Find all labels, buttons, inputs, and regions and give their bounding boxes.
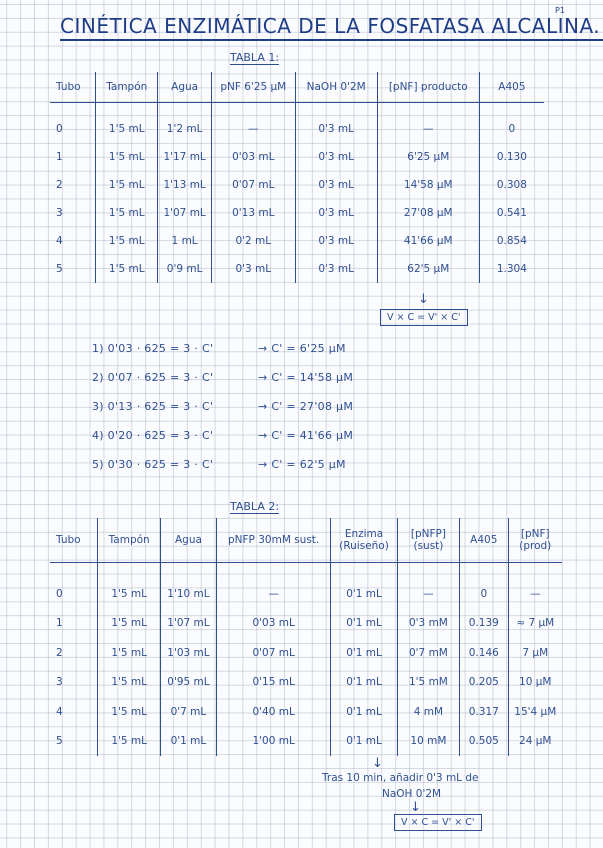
protocol-note-line2: NaOH 0'2M	[382, 788, 442, 800]
table-cell: 7 μM	[522, 646, 549, 659]
table-cell: 0	[50, 579, 98, 609]
page-number: P1	[555, 6, 565, 15]
calc-line-rhs: → C' = 27'08 μM	[258, 400, 354, 413]
calc-line-lhs: 1) 0'03 · 625 = 3 · C'	[92, 342, 214, 355]
table-cell: 1	[50, 609, 98, 639]
table-cell: 1'5 mL	[98, 638, 160, 668]
down-arrow-icon: ↓	[372, 756, 383, 771]
table-cell: 1'5 mM	[397, 668, 459, 698]
table-row	[50, 143, 544, 171]
table-cell: 0'13 mL	[211, 199, 295, 227]
table-cell: —	[211, 115, 295, 143]
table2-header-buffer: Tampón	[98, 518, 160, 563]
table-cell: 0'3 mL	[295, 171, 377, 199]
table-cell: 0.505	[460, 727, 509, 757]
table-cell: 5	[50, 255, 96, 283]
table-cell: 1'5 mL	[96, 255, 158, 283]
table-row	[50, 609, 562, 639]
table-cell: 2	[50, 638, 98, 668]
table2	[50, 518, 562, 756]
table-cell: 24 μM	[519, 735, 552, 748]
page-title: CINÉTICA ENZIMÁTICA DE LA FOSFATASA ALCALINA.	[60, 14, 603, 41]
table-cell: 14'58 μM	[377, 171, 479, 199]
table-cell: —	[377, 115, 479, 143]
table-cell: 0'3 mL	[295, 199, 377, 227]
table-cell: 0'1 mL	[331, 727, 398, 757]
table-cell: 0.854	[496, 235, 527, 247]
table-cell: 0.308	[496, 179, 527, 191]
table-cell: 1'00 mL	[217, 727, 331, 757]
table-cell: 62'5 μM	[377, 255, 479, 283]
table-cell: 1'07 mL	[160, 609, 216, 639]
table-cell: 0	[460, 579, 509, 609]
table1-header-water: Agua	[158, 72, 212, 103]
table-cell: 0'3 mL	[295, 255, 377, 283]
table2-header-a405: A405	[460, 518, 509, 563]
table-row	[50, 199, 544, 227]
table-cell: 1.304	[496, 263, 527, 275]
table-cell: 0'1 mL	[160, 727, 216, 757]
table-cell: 4	[50, 227, 96, 255]
table1	[50, 72, 544, 283]
dilution-formula-box-2: V × C = V' × C'	[394, 814, 482, 831]
table-cell: 0'1 mL	[331, 579, 398, 609]
table-cell: 1'5 mL	[98, 668, 160, 698]
table-row	[50, 579, 562, 609]
table-row	[50, 727, 562, 757]
table-cell: 0	[508, 123, 516, 135]
table-cell: 15'4 μM	[514, 705, 557, 718]
table2-header-water: Agua	[160, 518, 216, 563]
table-row	[50, 115, 544, 143]
table-cell: 0'95 mL	[160, 668, 216, 698]
table-cell: 0'7 mL	[160, 697, 216, 727]
table-cell: 0'15 mL	[217, 668, 331, 698]
calc-line-lhs: 4) 0'20 · 625 = 3 · C'	[92, 429, 214, 442]
table1-header-pnf: pNF 6'25 μM	[211, 72, 295, 103]
table-cell: 1	[50, 143, 96, 171]
calc-line-rhs: → C' = 41'66 μM	[258, 429, 354, 442]
table-cell: 1'5 mL	[98, 579, 160, 609]
table-cell: 0	[50, 115, 96, 143]
table-cell: 0'1 mL	[331, 697, 398, 727]
table2-header-pnfp: pNFP 30mM sust.	[217, 518, 331, 563]
table1-header-naoh: NaOH 0'2M	[295, 72, 377, 103]
down-arrow-icon: ↓	[418, 292, 429, 307]
table-cell: 0'9 mL	[158, 255, 212, 283]
table-cell: 5	[50, 727, 98, 757]
table-cell: 0.317	[460, 697, 509, 727]
table-cell: 1'5 mL	[98, 697, 160, 727]
table-cell: 3	[50, 199, 96, 227]
table-row	[50, 638, 562, 668]
table-cell: —	[530, 587, 541, 600]
table-cell: 0'40 mL	[217, 697, 331, 727]
table-cell: 0'07 mL	[217, 638, 331, 668]
table1-header-a405: A405	[479, 72, 544, 103]
table-cell: 41'66 μM	[377, 227, 479, 255]
calc-line-rhs: → C' = 6'25 μM	[258, 342, 346, 355]
table-cell: 3	[50, 668, 98, 698]
table-cell: 0'1 mL	[331, 609, 398, 639]
table-cell: 10 μM	[519, 676, 552, 689]
calc-line-lhs: 3) 0'13 · 625 = 3 · C'	[92, 400, 214, 413]
calc-line-rhs: → C' = 62'5 μM	[258, 458, 346, 471]
table-cell: 0'3 mM	[397, 609, 459, 639]
calc-line-lhs: 2) 0'07 · 625 = 3 · C'	[92, 371, 214, 384]
table-cell: 10 mM	[397, 727, 459, 757]
table2-header-tube: Tubo	[50, 518, 98, 563]
table-cell: 0'1 mL	[331, 638, 398, 668]
table-cell: 0'3 mL	[211, 255, 295, 283]
table-cell: 1'13 mL	[158, 171, 212, 199]
table-cell: 0'3 mL	[295, 227, 377, 255]
table-cell: 0.146	[460, 638, 509, 668]
table-row	[50, 668, 562, 698]
table-cell: 0.205	[460, 668, 509, 698]
table-cell: 1'5 mL	[96, 171, 158, 199]
table-cell: 0'3 mL	[295, 115, 377, 143]
table2-header-row	[50, 518, 562, 563]
table-cell: 1'5 mL	[96, 227, 158, 255]
table-cell: 1'03 mL	[160, 638, 216, 668]
table-cell: —	[217, 579, 331, 609]
table-cell: 1'5 mL	[96, 199, 158, 227]
table-cell: 1'2 mL	[158, 115, 212, 143]
table-cell: 1'5 mL	[96, 115, 158, 143]
table-cell: 4 mM	[397, 697, 459, 727]
table-row	[50, 697, 562, 727]
table1-header-buffer: Tampón	[96, 72, 158, 103]
table-cell: 0'3 mL	[295, 143, 377, 171]
table-cell: 0'03 mL	[217, 609, 331, 639]
table2-label: TABLA 2:	[230, 500, 280, 513]
table-cell: 6'25 μM	[377, 143, 479, 171]
table-cell: 0'03 mL	[211, 143, 295, 171]
table-cell: 27'08 μM	[377, 199, 479, 227]
table-row	[50, 171, 544, 199]
down-arrow-icon: ↓	[410, 800, 421, 815]
calc-line-lhs: 5) 0'30 · 625 = 3 · C'	[92, 458, 214, 471]
table1-header-product: [pNF] producto	[377, 72, 479, 103]
table1-label: TABLA 1:	[230, 51, 280, 64]
table-cell: 1'5 mL	[96, 143, 158, 171]
table-cell: 0'7 mM	[397, 638, 459, 668]
dilution-formula-box: V × C = V' × C'	[380, 309, 468, 326]
table-row	[50, 227, 544, 255]
table-cell: 0.139	[460, 609, 509, 639]
table-cell: 1'10 mL	[160, 579, 216, 609]
table-cell: 0'1 mL	[331, 668, 398, 698]
table-cell: 1'5 mL	[98, 609, 160, 639]
table-cell: 1'5 mL	[98, 727, 160, 757]
calc-line-rhs: → C' = 14'58 μM	[258, 371, 354, 384]
table1-header-row	[50, 72, 544, 103]
table-cell: 0.130	[496, 151, 527, 163]
table-cell: —	[397, 579, 459, 609]
table2-header-substrate: [pNFP] (sust)	[397, 518, 459, 563]
table-cell: 0'2 mL	[211, 227, 295, 255]
table-cell: 1 mL	[158, 227, 212, 255]
table-cell: ≈ 7 μM	[516, 617, 555, 630]
table-cell: 4	[50, 697, 98, 727]
table-cell: 0'07 mL	[211, 171, 295, 199]
table2-header-enzyme: Enzima (Ruiseño)	[331, 518, 398, 563]
protocol-note-line1: Tras 10 min, añadir 0'3 mL de	[322, 772, 479, 784]
table-row	[50, 255, 544, 283]
table2-header-product: [pNF] (prod)	[508, 518, 562, 563]
table1-header-tube: Tubo	[50, 72, 96, 103]
table-cell: 1'17 mL	[158, 143, 212, 171]
table-cell: 2	[50, 171, 96, 199]
table-cell: 0.541	[496, 207, 527, 219]
table-cell: 1'07 mL	[158, 199, 212, 227]
